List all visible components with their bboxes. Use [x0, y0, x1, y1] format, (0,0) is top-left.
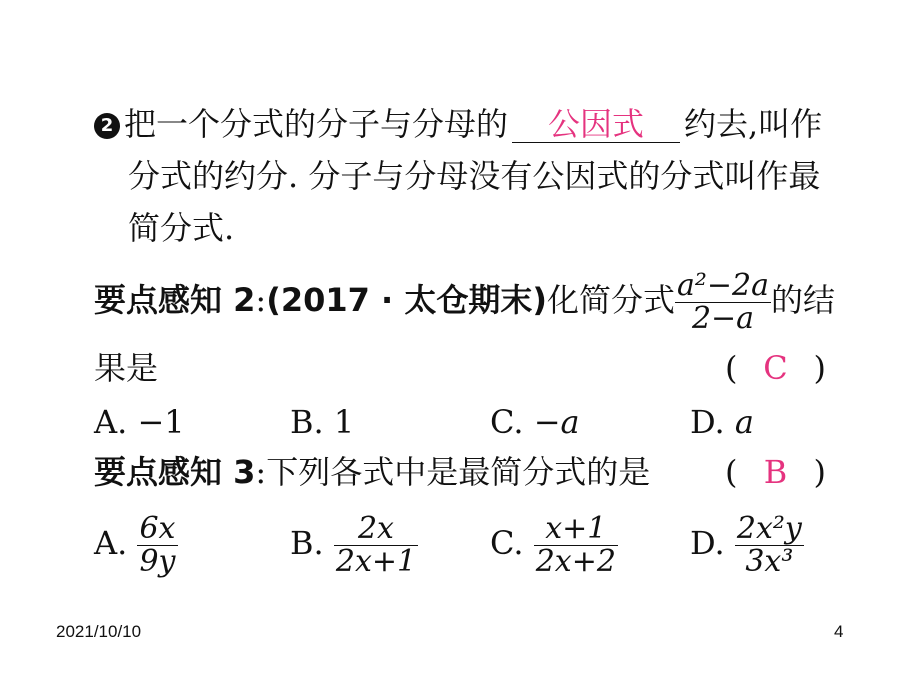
q3-line1: [94, 452, 650, 492]
q2-fraction: [675, 270, 771, 335]
q3-answer: B: [763, 453, 788, 491]
q2-line2: 果是: [94, 349, 159, 387]
q2-option-a: A. −1: [94, 403, 185, 441]
q1-text-before: 把一个分式的分子与分母的: [124, 105, 509, 143]
fill-blank-answer: 公因式: [512, 106, 680, 143]
q2-label: 要点感知 2: [94, 281, 256, 319]
q2-stem-after: 的结: [771, 281, 836, 319]
q2-stem: 化简分式: [546, 281, 675, 319]
q2-option-c: C. −a: [490, 403, 580, 441]
q3-label: 要点感知 3: [94, 453, 256, 491]
q3-option-c: C. $\frac{x+1}{2x+2}$: [490, 511, 616, 579]
q3-answer-paren: ( B ): [725, 453, 826, 491]
option-a-fraction: $\frac{6x}{9y}$: [139, 511, 176, 579]
option-b-fraction: $\frac{2x}{2x+1}$: [335, 511, 417, 579]
q2-source: (2017 · 太仓期末): [266, 281, 547, 319]
option-d-fraction: $\frac{\text{2x²y}}{\text{3x³}}$: [736, 511, 802, 579]
footer-date: 2021/10/10: [56, 622, 142, 641]
q3-option-d: D. $\frac{\text{2x²y}}{\text{3x³}}$: [690, 511, 802, 579]
q2-answer-paren: ( C ): [725, 349, 826, 387]
q3-option-a: A. $\frac{6x}{9y}$: [94, 511, 176, 579]
q2-line1: [94, 268, 836, 336]
q2-option-b: B. 1: [290, 403, 355, 441]
q3-stem: 下列各式中是最简分式的是: [266, 453, 651, 491]
q3-option-b: B. $\frac{2x}{2x+1}$: [290, 511, 417, 579]
fraction-denominator: 2−a: [691, 301, 755, 336]
q1-line2: 分式的约分. 分子与分母没有公因式的分式叫作最: [128, 157, 821, 195]
q1-line1: [94, 104, 822, 144]
page-number: 4: [834, 622, 844, 641]
option-c-fraction: $\frac{x+1}{2x+2}$: [535, 511, 616, 579]
q2-answer: C: [763, 349, 788, 387]
q2-option-d: D. a: [690, 403, 754, 441]
q3-colon: :: [255, 453, 267, 491]
q1-text-after: 约去,叫作: [684, 105, 823, 143]
q2-colon: :: [255, 281, 267, 319]
q1-line3: 简分式.: [128, 209, 235, 247]
fraction-numerator: a²−2a: [676, 268, 770, 303]
number-badge: 2: [94, 113, 120, 139]
